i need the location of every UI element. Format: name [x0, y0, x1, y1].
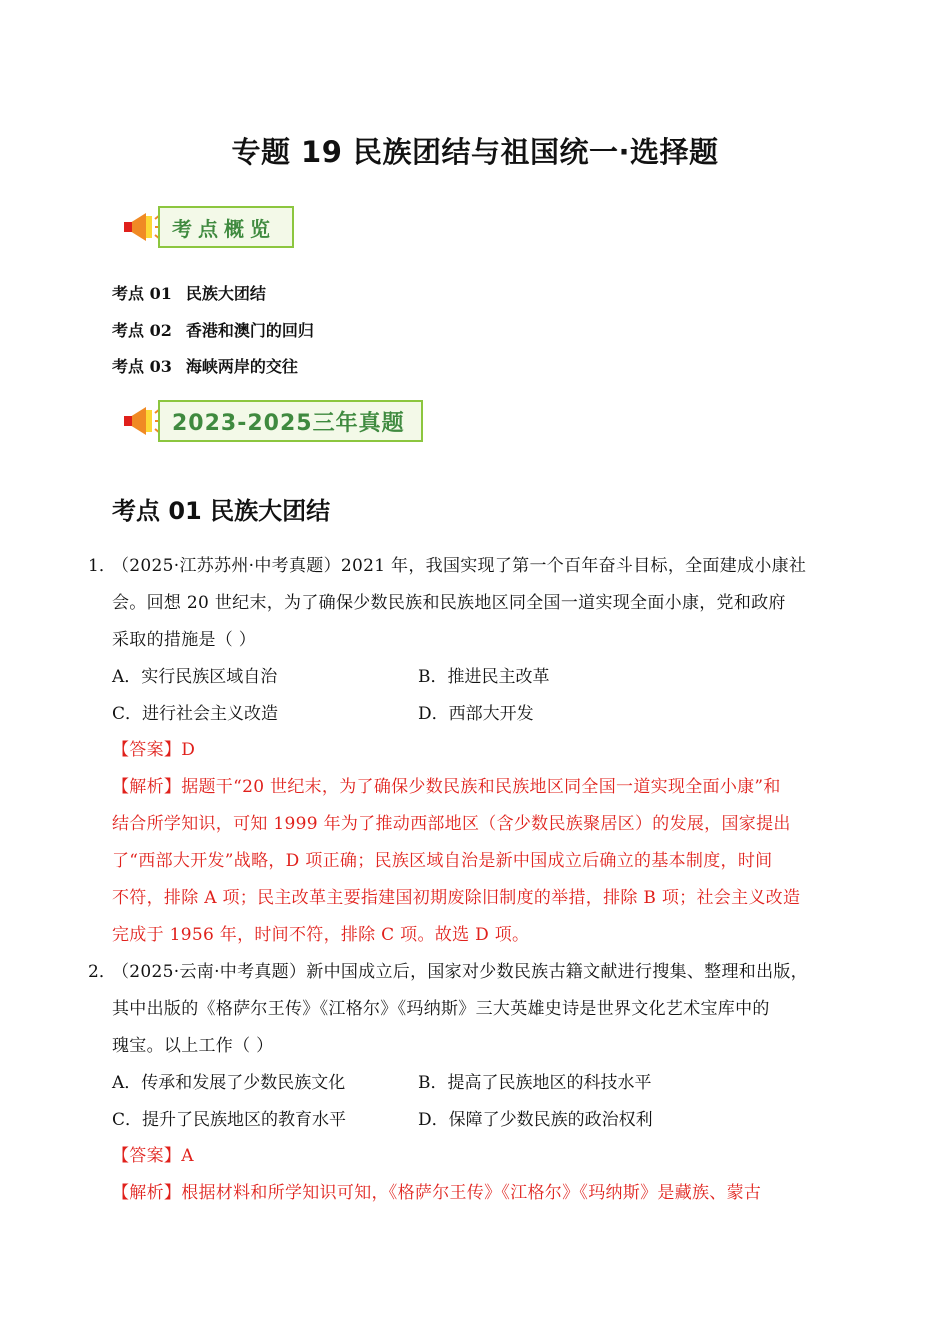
kaodian-item [112, 318, 314, 341]
analysis-line: 不符，排除 A 项；民主改革主要指建国初期废除旧制度的举措，排除 B 项；社会主义改造 [112, 888, 801, 908]
question-stem-line: 瑰宝。以上工作（ ） [112, 1036, 274, 1056]
question-stem-line: （2025·江苏苏州·中考真题）2021 年，我国实现了第一个百年奋斗目标，全面建成小康社 [112, 556, 807, 576]
answer: 【答案】D [112, 740, 196, 760]
answer: 【答案】A [112, 1146, 194, 1166]
kaodian-name: 民族大团结 [185, 284, 266, 303]
option-d: D．西部大开发 [418, 704, 534, 724]
analysis-line: 了“西部大开发”战略，D 项正确；民族区域自治是新中国成立后确立的基本制度，时间 [112, 851, 773, 871]
years-banner-label: 2023-2025三年真题 [158, 400, 423, 442]
option-b: B．提高了民族地区的科技水平 [418, 1073, 652, 1093]
option-d: D．保障了少数民族的政治权利 [418, 1110, 653, 1130]
question-number: 2． [88, 962, 116, 982]
question-stem-line: 采取的措施是（ ） [112, 630, 257, 650]
megaphone-icon [122, 401, 162, 441]
analysis-line: 【解析】根据材料和所学知识可知，《格萨尔王传》《江格尔》《玛纳斯》是藏族、蒙古 [112, 1183, 762, 1203]
kaodian-code: 考点 03 [112, 357, 172, 376]
question-stem-line: 会。回想 20 世纪末，为了确保少数民族和民族地区同全国一道实现全面小康，党和政府 [112, 593, 786, 613]
option-c: C．提升了民族地区的教育水平 [112, 1110, 347, 1130]
option-a: A．实行民族区域自治 [112, 667, 278, 687]
kaodian-code: 考点 01 [112, 284, 172, 303]
page-title: 专题 19 民族团结与祖国统一·选择题 [231, 135, 719, 169]
kaodian-item [112, 281, 266, 304]
question-stem-line: （2025·云南·中考真题）新中国成立后，国家对少数民族古籍文献进行搜集、整理和出版， [112, 962, 808, 982]
kaodian-name: 海峡两岸的交往 [185, 357, 298, 376]
kaodian-name: 香港和澳门的回归 [185, 321, 314, 340]
kaodian-code: 考点 02 [112, 321, 172, 340]
overview-banner [122, 206, 294, 248]
analysis-line: 完成于 1956 年，时间不符，排除 C 项。故选 D 项。 [112, 925, 530, 945]
analysis-line: 【解析】据题干“20 世纪末，为了确保少数民族和民族地区同全国一道实现全面小康”和 [112, 777, 781, 797]
megaphone-icon [122, 207, 162, 247]
overview-banner-label: 考点概览 [158, 206, 294, 248]
section-heading: 考点 01 民族大团结 [112, 497, 331, 525]
analysis-line: 结合所学知识，可知 1999 年为了推动西部地区（含少数民族聚居区）的发展，国家提出 [112, 814, 791, 834]
option-b: B．推进民主改革 [418, 667, 550, 687]
option-c: C．进行社会主义改造 [112, 704, 279, 724]
years-banner [122, 400, 423, 442]
question-number: 1． [88, 556, 116, 576]
kaodian-item [112, 354, 298, 377]
option-a: A．传承和发展了少数民族文化 [112, 1073, 346, 1093]
question-stem-line: 其中出版的《格萨尔王传》《江格尔》《玛纳斯》三大英雄史诗是世界文化艺术宝库中的 [112, 999, 770, 1019]
